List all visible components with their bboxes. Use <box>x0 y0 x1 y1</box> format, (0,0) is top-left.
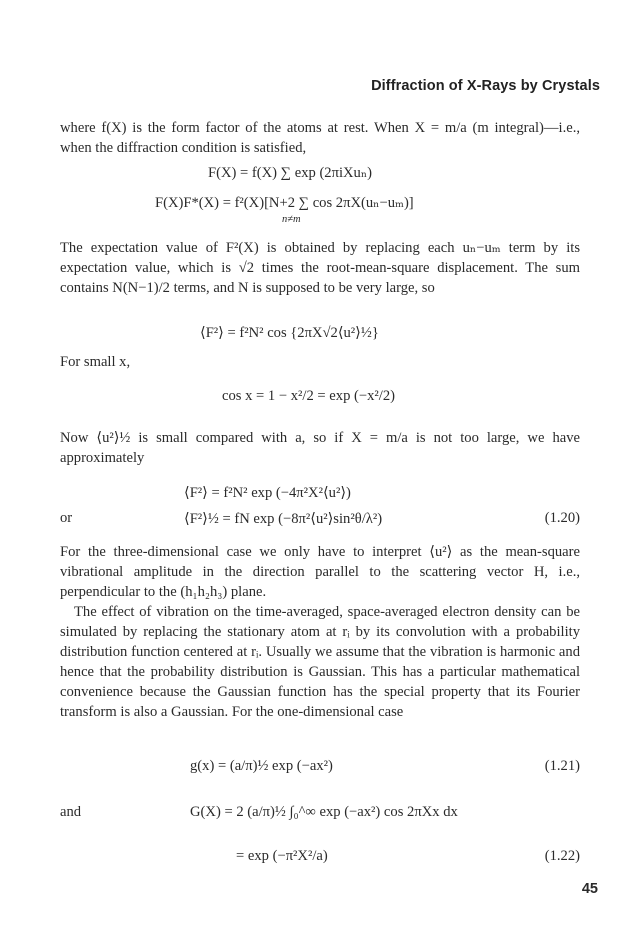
equation-1-20: ⟨F²⟩½ = fN exp (−8π²⟨u²⟩sin²θ/λ²) <box>184 511 383 527</box>
equation-1-21: g(x) = (a/π)½ exp (−ax²) <box>190 758 333 774</box>
equation-structure-factor: F(X) = f(X) ∑ exp (2πiXuₙ) <box>208 165 373 181</box>
paragraph-2 <box>60 238 580 298</box>
equation-number-1-22: (1.22) <box>544 848 580 864</box>
paragraph-3 <box>60 352 580 372</box>
equation-1-22: = exp (−π²X²/a) <box>236 848 328 864</box>
equation-expectation-cos: ⟨F²⟩ = f²N² cos {2πX√2⟨u²⟩½} <box>200 325 379 341</box>
paragraph-6-text: The effect of vibration on the time-averaged, space-averaged electron density can be simulated by replacing the stationary atom at rᵢ by its convolution with a probability distribution function centered at rᵢ. Usually we assume that the vibration is harmonic and hence that the probability distribution is Gaussian. This has a particular mathematical convenience because the Gaussian function has the special property that its Fourier transform is also a Gaussian. For the one-dimensional case <box>60 604 580 720</box>
equation-number-1-21: (1.21) <box>544 758 580 774</box>
equation-intensity-sum: F(X)F*(X) = f²(X)[N+2 ∑ cos 2πX(uₙ−uₘ)] <box>155 195 414 211</box>
paragraph-3-text: For small x, <box>60 354 131 370</box>
equation-connector-and: and <box>60 804 82 820</box>
paragraph-1 <box>60 118 580 158</box>
running-header: Diffraction of X-Rays by Crystals <box>371 78 600 94</box>
equation-cos-approx: cos x = 1 − x²/2 = exp (−x²/2) <box>222 388 395 404</box>
equation-connector-or: or <box>60 510 73 526</box>
paragraph-4-text: Now ⟨u²⟩½ is small compared with a, so if X = m/a is not too large, we have approximately <box>60 430 580 466</box>
summation-index: n≠m <box>282 214 301 225</box>
paragraph-2-text: The expectation value of F²(X) is obtained by replacing each uₙ−uₘ term by its expectation value, which is √2 times the root-mean-square displacement. The sum contains N(N−1)/2 terms, and N is supposed to be very large, so <box>60 240 580 296</box>
paragraph-4 <box>60 428 580 468</box>
equation-fourier-transform: G(X) = 2 (a/π)½ ∫₀^∞ exp (−ax²) cos 2πXx dx <box>190 804 458 820</box>
paragraph-6 <box>60 602 580 722</box>
paragraph-5 <box>60 542 580 602</box>
equation-debye-waller: ⟨F²⟩ = f²N² exp (−4π²X²⟨u²⟩) <box>184 485 351 501</box>
paragraph-5-text: For the three-dimensional case we only have to interpret ⟨u²⟩ as the mean-square vibrational amplitude in the direction parallel to the scattering vector H, i.e., perpendicular to the (h₁h₂h₃) plane. <box>60 544 580 600</box>
page-number: 45 <box>581 881 598 897</box>
paragraph-1-text: where f(X) is the form factor of the atoms at rest. When X = m/a (m integral)—i.e., when the diffraction condition is satisfied, <box>60 120 580 156</box>
equation-number-1-20: (1.20) <box>544 510 580 526</box>
